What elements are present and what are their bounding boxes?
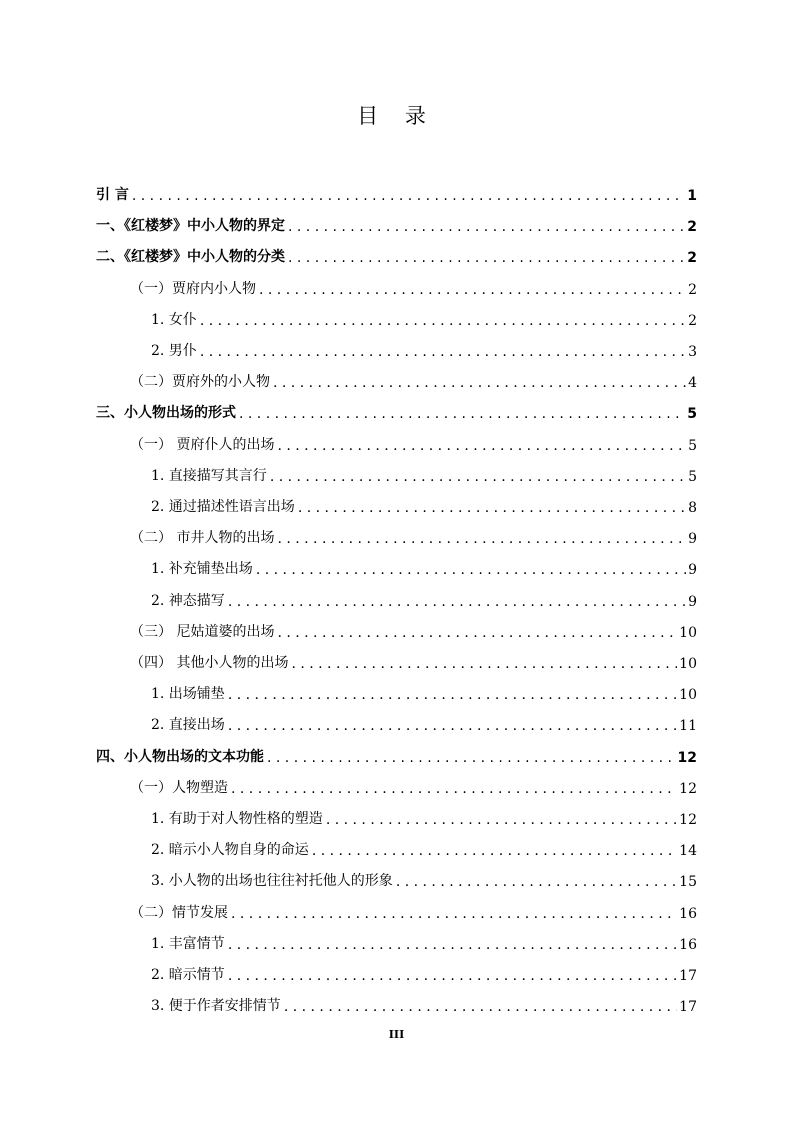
toc-dot-leader [228,718,677,734]
toc-entry-page: 14 [679,843,697,860]
toc-dot-leader [259,282,686,298]
toc-entry-label: 1. 女仆 [151,311,197,328]
toc-dot-leader [291,656,677,672]
toc-dot-leader [298,500,686,516]
toc-entry-label: 2. 暗示小人物自身的命运 [151,842,309,859]
toc-entry-page: 12 [679,780,697,797]
toc-dot-leader [228,687,677,703]
toc-entry-page: 5 [688,437,697,454]
toc-entry-page: 17 [679,999,697,1016]
toc-entry-page: 8 [688,500,697,516]
toc-dot-leader [228,937,677,953]
toc-entry-label: （二）情节发展 [130,904,228,921]
page-number: III [388,1028,405,1041]
toc-dot-leader [200,344,686,360]
toc-entry-label: 二、《红楼梦》中小人物的分类 [96,249,285,266]
toc-entry[interactable] [151,552,697,578]
toc-entry[interactable] [130,615,697,641]
toc-entry[interactable] [151,584,697,610]
toc-entry[interactable] [151,490,697,516]
toc-entry[interactable] [130,365,697,391]
toc-entry-label: 引 言 [96,187,129,203]
toc-entry-label: （一） 贾府仆人的出场 [130,436,275,453]
page-title: 目 录 [357,104,436,128]
toc-entry-page: 4 [688,375,697,392]
toc-entry[interactable] [130,428,697,454]
toc-entry[interactable] [151,708,697,734]
toc-entry-page: 2 [688,312,697,329]
toc-entry-page: 5 [688,468,697,485]
toc-entry-page: 2 [687,250,697,267]
toc-entry-page: 2 [688,281,697,298]
toc-entry-page: 16 [679,905,697,922]
toc-dot-leader [267,750,676,766]
toc-dot-leader [273,375,686,391]
toc-entry[interactable] [151,927,697,953]
toc-entry-label: 1. 出场铺垫 [151,686,225,703]
toc-entry-page: 12 [677,749,697,766]
toc-dot-leader [200,313,686,329]
toc-dot-leader [256,562,686,578]
toc-entry-label: 三、小人物出场的形式 [96,405,236,422]
toc-entry-label: 1. 补充铺垫出场 [151,561,253,578]
toc-entry[interactable] [151,958,697,984]
toc-dot-leader [284,999,677,1015]
toc-entry-page: 10 [679,656,697,672]
toc-entry-label: （二） 市井人物的出场 [130,530,275,547]
toc-entry[interactable] [96,740,697,766]
toc-entry-page: 11 [679,718,697,735]
toc-dot-leader [228,968,677,984]
toc-entry[interactable] [151,833,697,859]
toc-entry[interactable] [96,240,697,266]
toc-dot-leader [312,843,677,859]
toc-dot-leader [270,469,686,485]
toc-entry[interactable] [130,896,697,922]
toc-entry[interactable] [151,303,697,329]
toc-dot-leader [288,250,685,266]
toc-entry-label: 四、小人物出场的文本功能 [96,748,264,765]
toc-entry-label: （一）贾府内小人物 [130,280,256,297]
toc-entry-label: 2. 通过描述性语言出场 [151,499,295,515]
toc-entry-label: （四） 其他小人物的出场 [130,655,289,671]
toc-entry-page: 9 [688,531,697,548]
toc-entry-label: （二）贾府外的小人物 [130,374,270,391]
toc-entry-label: 1. 丰富情节 [151,935,225,952]
toc-dot-leader [231,781,677,797]
toc-entry-label: 2. 直接出场 [151,717,225,734]
toc-dot-leader [288,219,685,235]
toc-entry-page: 15 [679,874,697,891]
toc-entry-page: 10 [679,687,697,704]
toc-entry-page: 16 [679,936,697,953]
toc-entry-page: 10 [679,624,697,641]
toc-dot-leader [277,625,677,641]
toc-entry-label: （一）人物塑造 [130,779,228,796]
toc-entry[interactable] [130,272,697,298]
toc-entry-page: 2 [687,219,697,236]
toc-entry-label: 1. 直接描写其言行 [151,467,267,484]
toc-entry-label: 2. 暗示情节 [151,967,225,983]
toc-entry-page: 5 [687,406,697,423]
toc-entry[interactable] [96,396,697,422]
toc-entry-label: 2. 男仆 [151,343,197,359]
toc-entry[interactable] [96,209,697,235]
toc-dot-leader [132,188,685,204]
toc-entry-label: 3. 便于作者安排情节 [151,998,281,1015]
toc-entry-page: 9 [688,562,697,579]
toc-entry[interactable] [151,677,697,703]
toc-entry[interactable] [130,521,697,547]
toc-entry-page: 1 [687,188,697,204]
toc-dot-leader [277,438,686,454]
toc-entry-label: 3. 小人物的出场也往往衬托他人的形象 [151,873,393,890]
toc-dot-leader [396,874,677,890]
toc-entry-label: （三） 尼姑道婆的出场 [130,623,275,640]
toc-entry-label: 一、《红楼梦》中小人物的界定 [96,218,285,235]
toc-entry[interactable] [151,802,697,828]
toc-entry[interactable] [130,646,697,672]
toc-dot-leader [239,406,685,422]
toc-entry-page: 3 [688,344,697,360]
toc-entry-label: 1. 有助于对人物性格的塑造 [151,811,323,827]
toc-entry-page: 9 [688,593,697,610]
toc-entry[interactable] [151,989,697,1015]
toc-entry-page: 12 [679,812,697,828]
toc-dot-leader [326,812,677,828]
toc-entry[interactable] [151,864,697,890]
toc-entry-page: 17 [679,968,697,984]
toc-entry[interactable] [151,334,697,360]
toc-dot-leader [231,906,677,922]
toc-dot-leader [228,594,686,610]
toc-entry-label: 2. 神态描写 [151,592,225,609]
toc-entry[interactable] [151,459,697,485]
toc-entry[interactable] [130,771,697,797]
toc-entry[interactable] [96,178,697,204]
toc-dot-leader [277,531,686,547]
